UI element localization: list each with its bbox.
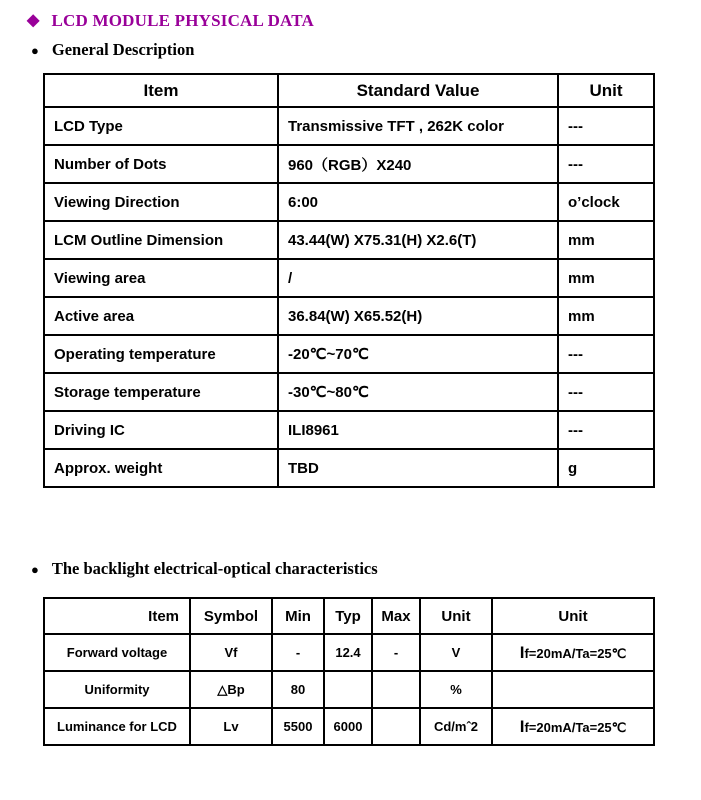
cell-typ: 12.4 [324,634,372,671]
cell-value: / [278,259,558,297]
cell-unit: --- [558,373,654,411]
cell-symbol: △Bp [190,671,272,708]
cell-unit: --- [558,107,654,145]
col-header-max: Max [372,598,420,634]
section-heading-text: General Description [51,40,195,59]
page-title [27,11,314,31]
cell-value: Transmissive TFT , 262K color [278,107,558,145]
cell-unit: --- [558,411,654,449]
cell-item: Operating temperature [44,335,278,373]
table-row [44,634,654,671]
condition-text: f=20mA/Ta=25℃ [524,645,627,661]
general-description-table [43,73,655,488]
cell-item: Forward voltage [44,634,190,671]
col-header-unit: Unit [558,74,654,107]
table-row [44,708,654,745]
col-header-min: Min [272,598,324,634]
cell-value: -20℃~70℃ [278,335,558,373]
cell-unit: mm [558,297,654,335]
cell-item: LCM Outline Dimension [44,221,278,259]
cell-max [372,708,420,745]
diamond-bullet-icon: ◆ [27,12,40,29]
cell-item: Viewing Direction [44,183,278,221]
cell-item: Approx. weight [44,449,278,487]
cell-symbol: Vf [190,634,272,671]
condition-current-symbol: I [519,642,525,662]
circle-bullet-icon: ● [31,42,39,58]
table-row [44,449,654,487]
table-row [44,297,654,335]
cell-item: Luminance for LCD [44,708,190,745]
cell-unit: g [558,449,654,487]
cell-item: Active area [44,297,278,335]
table-row [44,411,654,449]
col-header-item: Item [44,598,190,634]
cell-item: Viewing area [44,259,278,297]
cell-unit: Cd/mˆ2 [420,708,492,745]
cell-typ: 6000 [324,708,372,745]
cell-value: 36.84(W) X65.52(H) [278,297,558,335]
table-header-row [44,74,654,107]
table-row [44,221,654,259]
table-row [44,335,654,373]
cell-min: - [272,634,324,671]
table-row [44,671,654,708]
section-heading-general-description [31,40,194,60]
cell-max [372,671,420,708]
cell-condition [492,634,654,671]
cell-item: Uniformity [44,671,190,708]
col-header-item: Item [44,74,278,107]
col-header-standard-value: Standard Value [278,74,558,107]
cell-typ [324,671,372,708]
cell-unit: % [420,671,492,708]
cell-item: Number of Dots [44,145,278,183]
cell-unit: V [420,634,492,671]
cell-value: 6:00 [278,183,558,221]
col-header-unit: Unit [420,598,492,634]
section-heading-backlight-characteristics [31,559,378,579]
cell-value: 43.44(W) X75.31(H) X2.6(T) [278,221,558,259]
circle-bullet-icon: ● [31,561,39,577]
col-header-condition: Unit [492,598,654,634]
page-title-text: LCD MODULE PHYSICAL DATA [51,11,315,30]
cell-item: Driving IC [44,411,278,449]
cell-unit: --- [558,335,654,373]
cell-item: LCD Type [44,107,278,145]
condition-text: f=20mA/Ta=25℃ [524,719,627,735]
condition-current-symbol: I [519,716,525,736]
cell-min: 80 [272,671,324,708]
section-heading-text: The backlight electrical-optical characteristics [51,559,378,578]
table-row [44,259,654,297]
backlight-characteristics-table [43,597,655,746]
cell-condition [492,671,654,708]
col-header-symbol: Symbol [190,598,272,634]
cell-unit: o’clock [558,183,654,221]
table-row [44,107,654,145]
cell-value: -30℃~80℃ [278,373,558,411]
cell-value: ILI8961 [278,411,558,449]
cell-min: 5500 [272,708,324,745]
table-row [44,183,654,221]
cell-max: - [372,634,420,671]
table-header-row [44,598,654,634]
cell-condition [492,708,654,745]
cell-unit: mm [558,221,654,259]
cell-unit: mm [558,259,654,297]
cell-unit: --- [558,145,654,183]
col-header-typ: Typ [324,598,372,634]
table-row [44,373,654,411]
cell-value: TBD [278,449,558,487]
cell-value: 960（RGB）X240 [278,145,558,183]
table-row [44,145,654,183]
cell-symbol: Lv [190,708,272,745]
cell-item: Storage temperature [44,373,278,411]
